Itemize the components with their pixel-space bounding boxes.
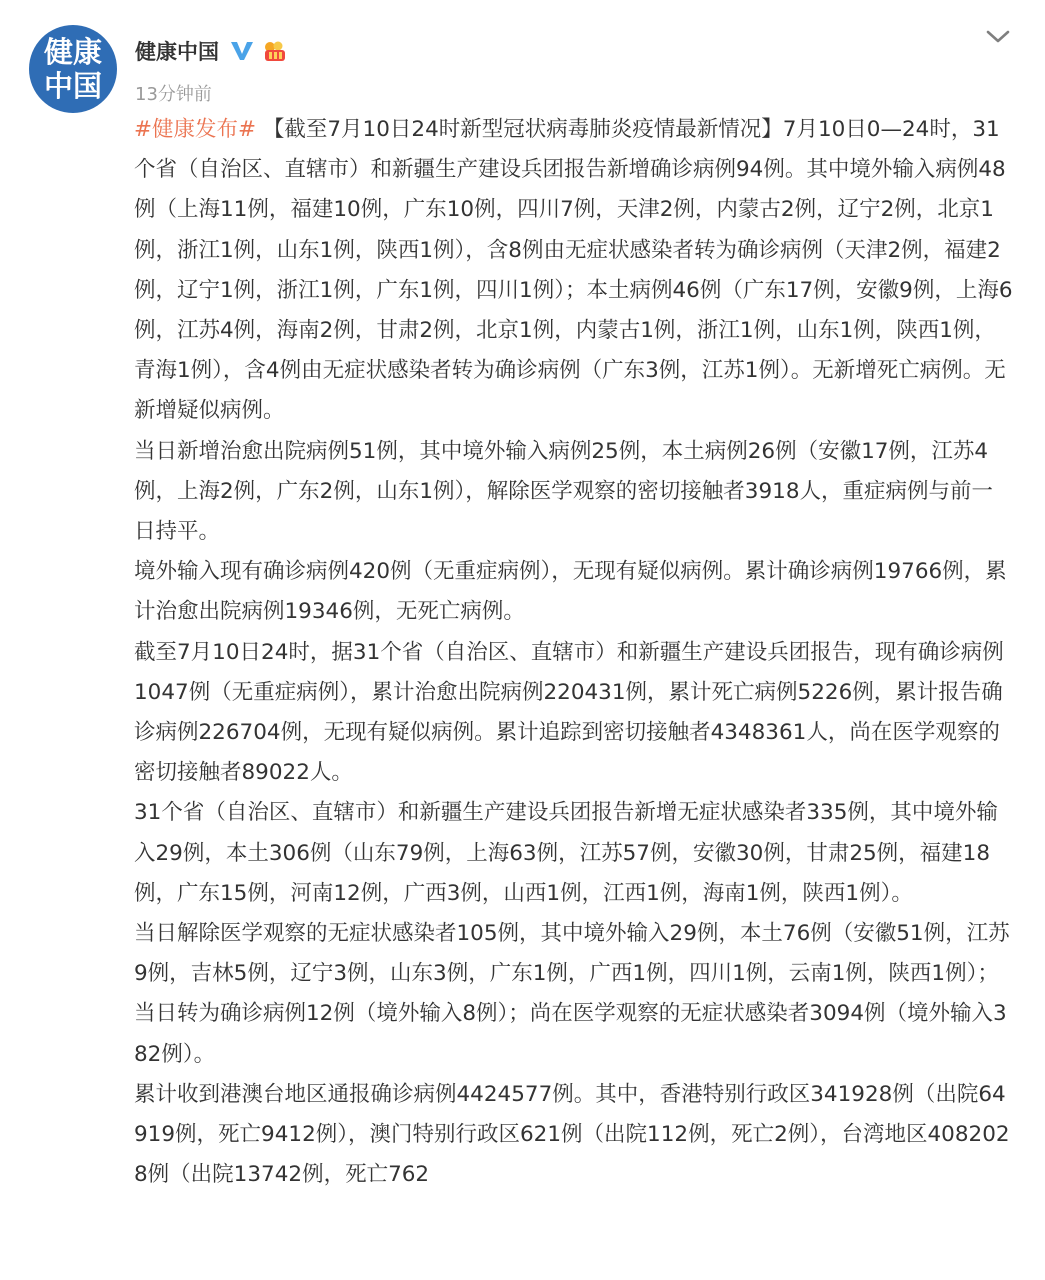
post-paragraph-3: 境外输入现有确诊病例420例（无重症病例），无现有疑似病例。累计确诊病例19766例，累计治愈出院病例19346例，无死亡病例。: [134, 559, 1007, 625]
post-paragraph-6: 当日解除医学观察的无症状感染者105例，其中境外输入29例，本土76例（安徽51例，江苏9例，吉林5例，辽宁3例，山东3例，广东1例，广西1例，四川1例，云南1例，陕西1例）；当日转为确诊病例12例（境外输入8例）；尚在医学观察的无症状感染者3094例（境外输入382例）。: [134, 921, 1010, 1067]
post-paragraph-1: [134, 110, 1014, 432]
account-header: [135, 34, 289, 68]
post-paragraph-4: 截至7月10日24时，据31个省（自治区、直辖市）和新疆生产建设兵团报告，现有确诊病例1047例（无重症病例），累计治愈出院病例220431例，累计死亡病例5226例，累计报告确诊病例226704例，无现有疑似病例。累计追踪到密切接触者4348361人，尚在医学观察的密切接触者89022人。: [134, 639, 1004, 786]
hashtag-link[interactable]: #健康发布#: [134, 117, 257, 142]
chevron-down-icon[interactable]: [983, 25, 1013, 49]
post-paragraph-5: 31个省（自治区、直辖市）和新疆生产建设兵团报告新增无症状感染者335例，其中境外输入29例，本土306例（山东79例，上海63例，江苏57例，安徽30例，甘肃25例，福建18例，广东15例，河南12例，广西3例，山西1例，江西1例，海南1例，陕西1例）。: [134, 800, 998, 906]
paragraph-text: 【截至7月10日24时新型冠状病毒肺炎疫情最新情况】7月10日0—24时，31个省（自治区、直辖市）和新疆生产建设兵团报告新增确诊病例94例。其中境外输入病例48例（上海11例，福建10例，广东10例，四川7例，天津2例，内蒙古2例，辽宁2例，北京1例，浙江1例，山东1例，陕西1例），含8例由无症状感染者转为确诊病例（天津2例，福建2例，辽宁1例，浙江1例，广东1例，四川1例）；本土病例46例（广东17例，安徽9例，上海6例，江苏4例，海南2例，甘肃2例，北京1例，内蒙古1例，浙江1例，山东1例，陕西1例，青海1例），含4例由无症状感染者转为确诊病例（广东3例，江苏1例）。无新增死亡病例。无新增疑似病例。: [134, 117, 1013, 424]
post-paragraph-2: 当日新增治愈出院病例51例，其中境外输入病例25例，本土病例26例（安徽17例，江苏4例，上海2例，广东2例，山东1例），解除医学观察的密切接触者3918人，重症病例与前一日持平。: [134, 438, 994, 545]
avatar-text-top: 健康: [43, 35, 102, 69]
post-paragraph-7: 累计收到港澳台地区通报确诊病例4424577例。其中，香港特别行政区341928例（出院64919例，死亡9412例），澳门特别行政区621例（出院112例，死亡2例），台湾地区4082028例（出院13742例，死亡762: [134, 1081, 1010, 1188]
vip-level-icon[interactable]: [261, 38, 289, 64]
post-content: [134, 110, 1014, 1195]
account-name[interactable]: 健康中国: [135, 40, 219, 64]
bottom-fade-overlay: [0, 1228, 1045, 1280]
avatar-text-bottom: 中国: [43, 69, 102, 103]
avatar[interactable]: [29, 25, 117, 113]
post-timestamp[interactable]: 13分钟前: [135, 84, 212, 105]
verified-v-icon: [229, 38, 255, 64]
